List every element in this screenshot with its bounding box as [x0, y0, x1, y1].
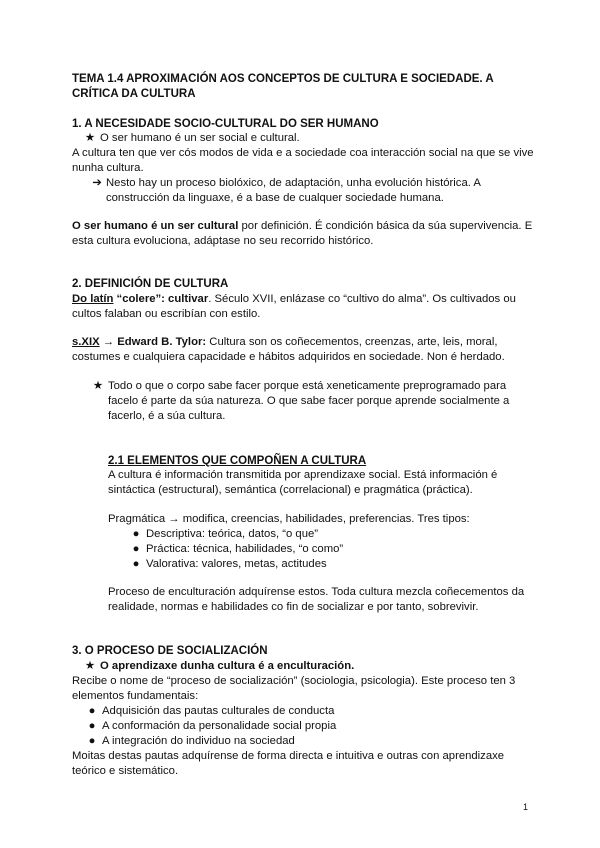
- star-item: ★ Todo o que o corpo sabe facer porque está xeneticamente preprogramado para: [88, 379, 506, 394]
- paragraph-line: construcción da linguaxe, é a base de cualquer sociedade humana.: [106, 192, 444, 204]
- paragraph-line: facerlo, é a súa cultura.: [108, 410, 226, 422]
- paragraph-line: esta cultura evoluciona, adáptase no seu recorrido histórico.: [72, 235, 374, 247]
- bullet-dot-icon: ●: [132, 558, 140, 570]
- bullet-item: ● Descriptiva: teórica, datos, “o que”: [126, 527, 318, 542]
- star-item: ★ O aprendizaxe dunha cultura é a enculturación.: [80, 659, 354, 674]
- paragraph-line: Recibe o nome de “proceso de socialización” (sociologia, psicologia). Este proceso ten 3: [72, 675, 516, 687]
- arrow-item: ➔ Nesto hay un proceso biolóxico, de adaptación, unha evolución histórica. A: [88, 176, 481, 191]
- star-bullet-icon: ★: [92, 380, 104, 392]
- star-bullet-icon: ★: [84, 660, 96, 672]
- bullet-item: ● Valorativa: valores, metas, actitudes: [126, 557, 327, 572]
- star-item: ★ O ser humano é un ser social e cultural.: [80, 131, 300, 146]
- star-bullet-icon: ★: [84, 132, 96, 144]
- bullet-item: ● Práctica: técnica, habilidades, “o como”: [126, 542, 343, 557]
- paragraph-line: Moitas destas pautas adquírense de forma directa e intuitiva e outras con aprendizaxe: [72, 750, 505, 762]
- paragraph-line: nunha cultura.: [72, 162, 144, 174]
- paragraph-line: cultos falaban ou escribían con estilo.: [72, 308, 261, 320]
- paragraph-line: A cultura ten que ver cós modos de vida e a sociedade coa interacción social na que se vive: [72, 147, 534, 159]
- bullet-item: ● A conformación da personalidade social propia: [82, 719, 336, 734]
- paragraph-line: s.XIX → Edward B. Tylor: Cultura son os coñecementos, creenzas, arte, leis, moral,: [72, 336, 498, 348]
- bullet-dot-icon: ●: [132, 543, 140, 555]
- doc-title-line2: CRÍTICA DA CULTURA: [72, 88, 196, 100]
- page-number: 1: [522, 802, 528, 812]
- subsection-2-1-heading: 2.1 ELEMENTOS QUE COMPOÑEN A CULTURA: [108, 455, 367, 467]
- paragraph-line: facelo é parte da súa natureza. O que sabe facer porque aprende socialmente a: [108, 395, 510, 407]
- paragraph-line: costumes e cualquiera capacidade e hábitos adquiridos en sociedade. Non é herdado.: [72, 351, 505, 363]
- paragraph-line: elementos fundamentais:: [72, 690, 199, 702]
- paragraph-line: realidade, normas e habilidades co fin de socializar e por tanto, sobrevivir.: [108, 601, 479, 613]
- bullet-dot-icon: ●: [88, 720, 96, 732]
- section-2-heading: 2. DEFINICIÓN DE CULTURA: [72, 278, 229, 290]
- paragraph-line: A cultura é información transmitida por aprendizaxe social. Está información é: [108, 469, 498, 481]
- paragraph-line: Do latín “colere”: cultivar. Século XVII, enlázase co “cultivo do alma”. Os cultivados ou: [72, 293, 516, 305]
- paragraph-line: sintáctica (estructural), semántica (correlacional) e pragmática (práctica).: [108, 484, 473, 496]
- bullet-dot-icon: ●: [88, 705, 96, 717]
- bullet-item: ● Adquisición das pautas culturales de conducta: [82, 704, 334, 719]
- section-1-heading: 1. A NECESIDADE SOCIO-CULTURAL DO SER HUMANO: [72, 118, 379, 130]
- doc-title-line1: TEMA 1.4 APROXIMACIÓN AOS CONCEPTOS DE CULTURA E SOCIEDADE. A: [72, 73, 494, 85]
- bullet-item: ● A integración do individuo na sociedad: [82, 734, 295, 749]
- paragraph-line: teórico e sistemático.: [72, 765, 179, 777]
- paragraph-line: Proceso de enculturación adquírense estos. Toda cultura mezcla coñecementos da: [108, 586, 525, 598]
- bullet-dot-icon: ●: [132, 528, 140, 540]
- arrow-bullet-icon: ➔: [92, 177, 102, 189]
- bullet-dot-icon: ●: [88, 735, 96, 747]
- section-3-heading: 3. O PROCESO DE SOCIALIZACIÓN: [72, 645, 268, 657]
- paragraph-line: O ser humano é un ser cultural por definición. É condición básica da súa supervivencia. E: [72, 220, 533, 232]
- paragraph-line: Pragmática → modifica, creencias, habilidades, preferencias. Tres tipos:: [108, 513, 470, 525]
